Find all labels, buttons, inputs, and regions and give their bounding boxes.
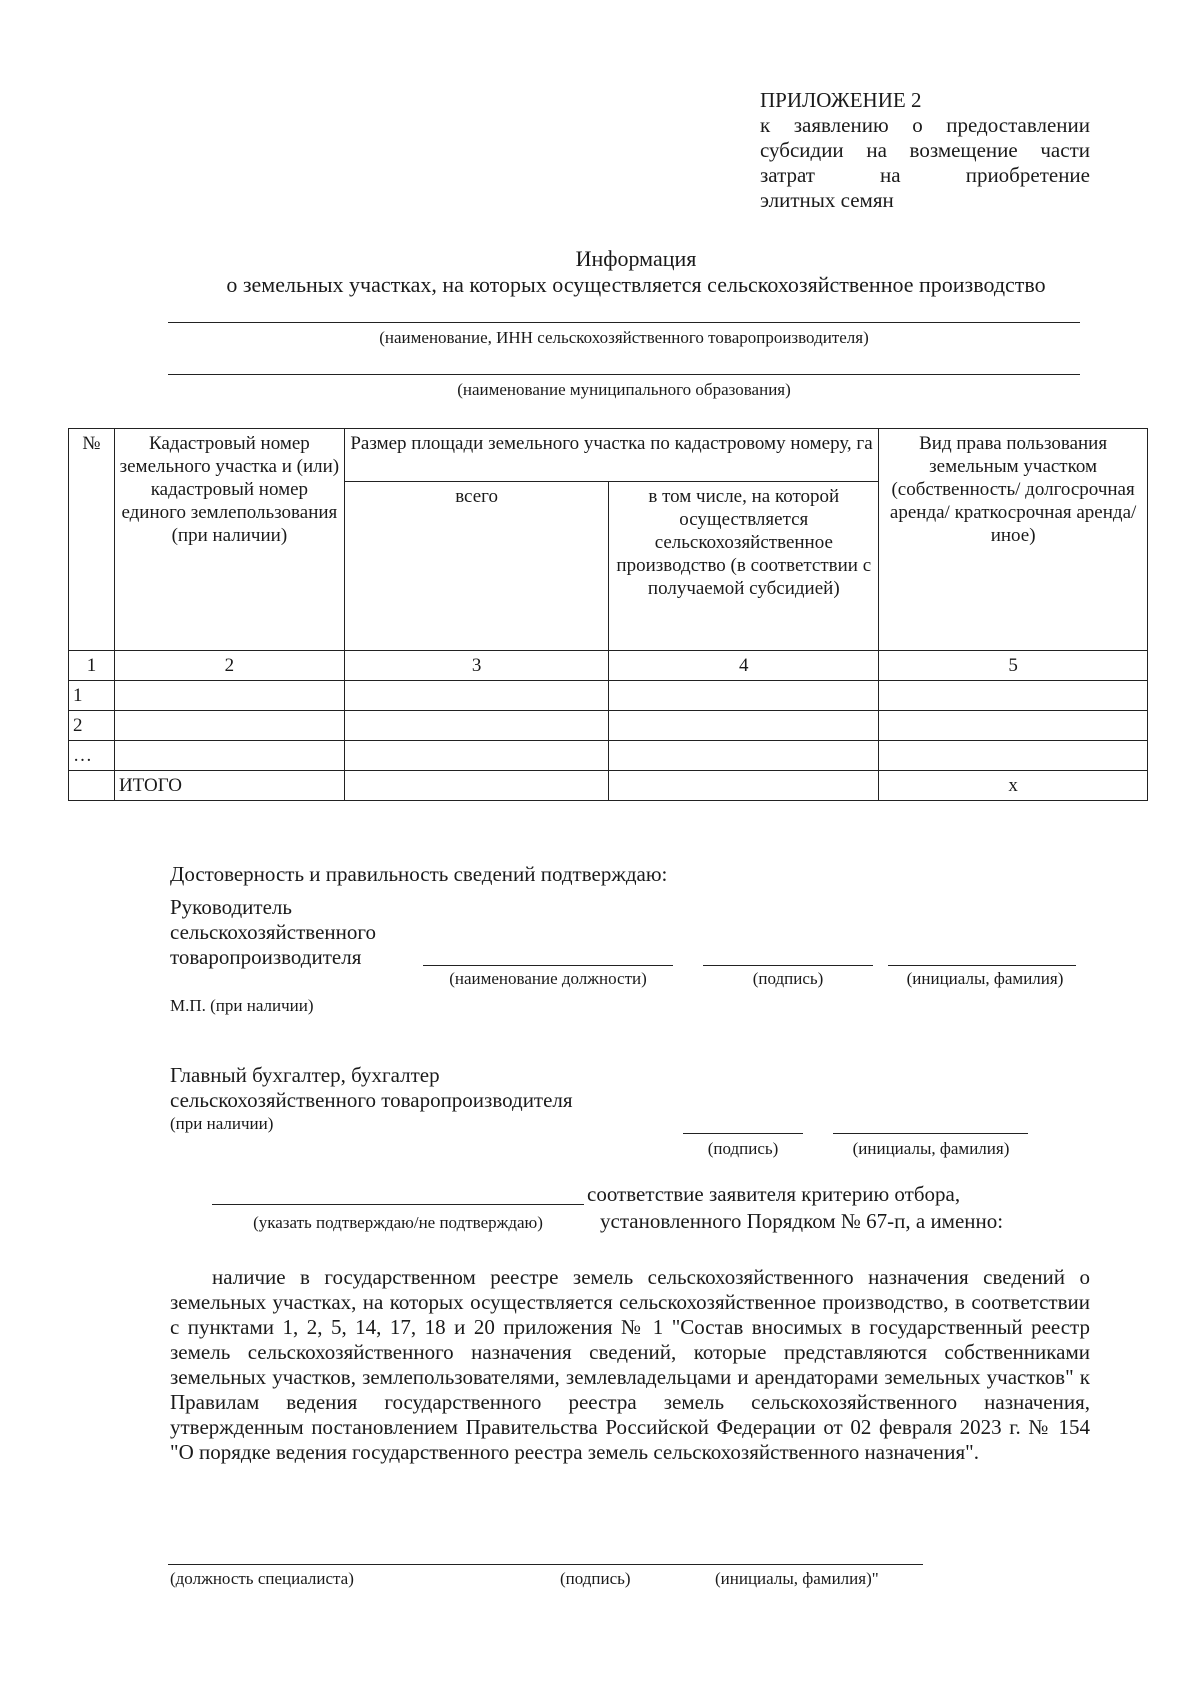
land-plots-table [68, 428, 1148, 801]
table-cell[interactable] [344, 741, 609, 771]
column-number: 4 [609, 651, 879, 681]
column-number: 3 [344, 651, 609, 681]
confirmation-text: Достоверность и правильность сведений подтверждаю: [170, 862, 668, 886]
table-cell[interactable] [114, 741, 344, 771]
criterion-caption: (указать подтверждаю/не подтверждаю) [253, 1213, 543, 1232]
appendix-line: субсидии на возмещение части [760, 138, 1090, 162]
head-signature-caption: (подпись) [752, 969, 824, 988]
table-row [69, 711, 1148, 741]
head-signature-line[interactable] [703, 965, 873, 966]
accountant-signature-line[interactable] [683, 1133, 803, 1134]
appendix-line: к заявлению о предоставлении [760, 113, 1090, 137]
row-number: 2 [69, 711, 115, 741]
producer-field-line[interactable] [168, 322, 1080, 323]
municipality-caption: (наименование муниципального образования) [457, 380, 791, 399]
column-number: 5 [879, 651, 1148, 681]
row-number: 1 [69, 681, 115, 711]
appendix-header [760, 88, 1090, 213]
specialist-field-line[interactable] [168, 1564, 923, 1565]
specialist-signature-caption: (подпись) [560, 1569, 631, 1588]
table-cell[interactable] [344, 681, 609, 711]
head-position-line[interactable] [423, 965, 673, 966]
total-label: ИТОГО [114, 771, 344, 801]
accountant-name-line[interactable] [833, 1133, 1028, 1134]
table-cell[interactable] [609, 681, 879, 711]
head-title [170, 895, 376, 970]
table-cell[interactable] [114, 681, 344, 711]
table-cell[interactable] [879, 681, 1148, 711]
municipality-field-line[interactable] [168, 374, 1080, 375]
specialist-name-caption: (инициалы, фамилия)" [715, 1569, 879, 1588]
table-total-row [69, 771, 1148, 801]
appendix-title: ПРИЛОЖЕНИЕ 2 [760, 88, 922, 112]
table-cell[interactable] [609, 741, 879, 771]
document-title: Информация [575, 246, 697, 271]
accountant-title [170, 1063, 573, 1113]
table-cell[interactable] [114, 711, 344, 741]
head-title-line: Руководитель [170, 895, 292, 919]
total-mark: х [879, 771, 1148, 801]
accountant-signature-caption: (подпись) [707, 1139, 779, 1158]
accountant-title-line: сельскохозяйственного товаропроизводителя [170, 1088, 573, 1112]
producer-caption: (наименование, ИНН сельскохозяйственного товаропроизводителя) [379, 328, 869, 347]
head-name-caption: (инициалы, фамилия) [906, 969, 1064, 988]
head-position-caption: (наименование должности) [449, 969, 647, 988]
criterion-text: соответствие заявителя критерию отбора, [587, 1182, 961, 1206]
requirement-text: наличие в государственном реестре земель сельскохозяйственного назначения сведений о земельных участках, на которых осуществляется сельскохозяйственное производство, в соответствии с пунктами 1, 2, 5, 14, 17, 18 и 20 приложения № 1 "Состав вносимых в государственный реестр земель сельскохозяйственного назначения сведений, которые представляются собственниками земельных участков, землепользователями, землевладельцами и арендаторами земельных участков" к Правилам ведения государственного реестра земель сельскохозяйственного назначения, утвержденным постановлением Правительства Российской Федерации от 02 февраля 2023 г. № 154 "О порядке ведения государственного реестра земель сельскохозяйственного назначения". [170, 1265, 1090, 1464]
stamp-note: М.П. (при наличии) [170, 996, 314, 1015]
head-title-line: сельскохозяйственного [170, 920, 376, 944]
head-name-line[interactable] [888, 965, 1076, 966]
requirement-paragraph [170, 1265, 1090, 1465]
header-area-total: всего [344, 482, 609, 651]
appendix-line: затрат на приобретение [760, 163, 1090, 187]
table-row [69, 681, 1148, 711]
specialist-position-caption: (должность специалиста) [170, 1569, 354, 1588]
table-cell[interactable] [609, 711, 879, 741]
column-number: 2 [114, 651, 344, 681]
criterion-field-line[interactable] [212, 1204, 584, 1205]
total-area-incl-cell[interactable] [609, 771, 879, 801]
document-subtitle: о земельных участках, на которых осуществляется сельскохозяйственное производство [226, 272, 1046, 297]
table-cell[interactable] [879, 741, 1148, 771]
table-column-numbers-row [69, 651, 1148, 681]
accountant-title-line: Главный бухгалтер, бухгалтер [170, 1063, 440, 1087]
table-header-row [69, 429, 1148, 482]
row-number: … [69, 741, 115, 771]
head-title-line: товаропроизводителя [170, 945, 362, 969]
header-cadastral: Кадастровый номер земельного участка и (или) кадастровый номер единого землепользования (при наличии) [114, 429, 344, 651]
table-cell [69, 771, 115, 801]
table-row [69, 741, 1148, 771]
header-area-including: в том числе, на которой осуществляется сельскохозяйственное производство (в соответствии с получаемой субсидией) [609, 482, 879, 651]
appendix-line: элитных семян [760, 188, 894, 212]
accountant-note: (при наличии) [170, 1114, 274, 1133]
table-cell[interactable] [879, 711, 1148, 741]
criterion-text-continued: установленного Порядком № 67-п, а именно: [600, 1209, 1004, 1233]
total-area-cell[interactable] [344, 771, 609, 801]
column-number: 1 [69, 651, 115, 681]
header-right-type: Вид права пользования земельным участком (собственность/ долгосрочная аренда/ краткосрочная аренда/ иное) [879, 429, 1148, 651]
accountant-name-caption: (инициалы, фамилия) [852, 1139, 1010, 1158]
header-area: Размер площади земельного участка по кадастровому номеру, га [344, 429, 878, 482]
header-number: № [69, 429, 115, 651]
table-cell[interactable] [344, 711, 609, 741]
